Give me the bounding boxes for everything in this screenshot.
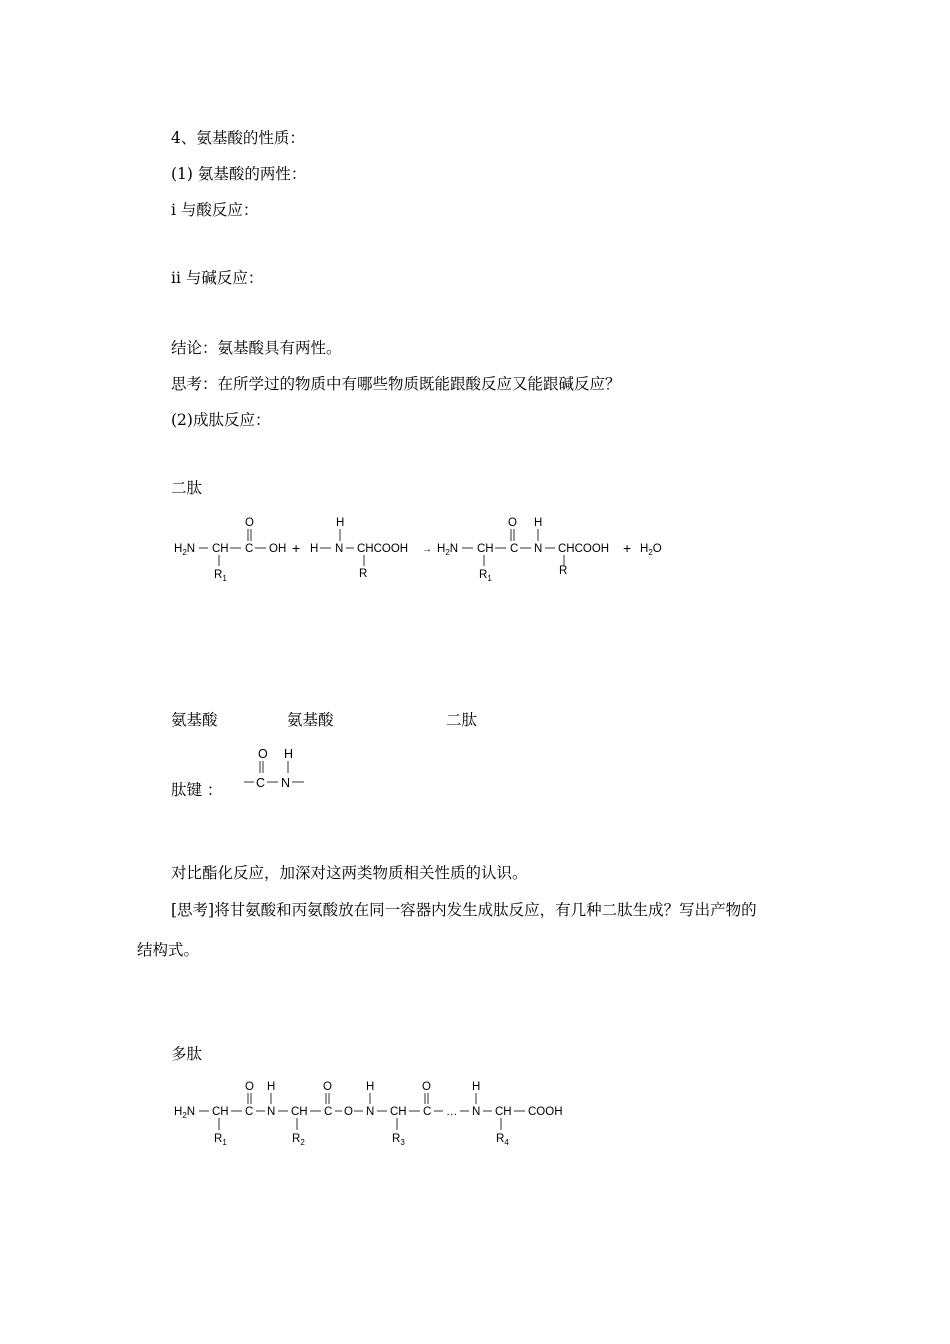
eq-h2n-p: $H_2N$ — [437, 543, 459, 557]
eq-chcooh-p: CHCOOH — [558, 543, 610, 555]
svg-text:H: H — [366, 1081, 375, 1093]
svg-text:R2: $R_2$ — [292, 1133, 305, 1147]
svg-text:C: C — [423, 1106, 432, 1118]
think-question-2-line-2: 结构式。 — [137, 941, 200, 959]
svg-text:CH: CH — [390, 1106, 407, 1118]
polypeptide-label: 多肽 — [171, 1045, 203, 1063]
think-question-1: 思考：在所学过的物质中有哪些物质既能跟酸反应又能跟碱反应？ — [171, 375, 621, 393]
subsection-amphoteric: (1) 氨基酸的两性： — [171, 165, 307, 183]
svg-text:CH: CH — [291, 1106, 308, 1118]
eq-r-p: R — [559, 565, 568, 577]
caption-dipeptide: 二肽 — [446, 711, 478, 729]
svg-text:R1: $R_1$ — [214, 1133, 227, 1147]
svg-text:H: H — [472, 1081, 481, 1093]
eq-plus-1: + — [292, 540, 301, 556]
eq-r1-first: $R_1$ — [214, 569, 227, 583]
eq-h-top-2: H — [336, 517, 345, 529]
peptide-bond-structure — [240, 742, 320, 794]
caption-amino-acid-1: 氨基酸 — [171, 711, 218, 729]
peptide-bond-label: 肽键 ： — [171, 781, 223, 799]
dipeptide-label: 二肽 — [171, 479, 203, 497]
eq-plus-2: + — [623, 540, 632, 556]
svg-text:…: … — [446, 1106, 458, 1118]
svg-text:N: N — [281, 776, 291, 790]
eq-arrow: → — [422, 544, 432, 555]
eq-n-2: N — [335, 543, 344, 555]
svg-text:N: N — [366, 1106, 375, 1118]
eq-h2n: $H_2N$ — [174, 543, 196, 557]
svg-text:O: O — [344, 1106, 353, 1118]
svg-text:O: O — [422, 1081, 431, 1093]
svg-text:CH: CH — [212, 1106, 229, 1118]
eq-o-1: O — [245, 517, 254, 529]
svg-text:H: H — [284, 747, 294, 761]
eq-c-1: C — [245, 543, 254, 555]
eq-ch-p: CH — [477, 543, 494, 555]
eq-r-2: R — [359, 568, 368, 580]
svg-text:O: O — [323, 1081, 332, 1093]
eq-n-p: N — [534, 543, 543, 555]
eq-oh: OH — [269, 543, 287, 555]
svg-text:O: O — [258, 747, 268, 761]
item-react-base: ⅱ 与碱反应： — [171, 269, 264, 287]
eq-h-2: H — [310, 543, 319, 555]
svg-text:CH: CH — [495, 1106, 512, 1118]
svg-text:H2N: $H_2N$ — [174, 1106, 196, 1120]
eq-c-p: C — [510, 543, 519, 555]
svg-text:N: N — [267, 1106, 276, 1118]
svg-text:H: H — [267, 1081, 276, 1093]
subsection-peptide-formation: (2)成肽反应： — [171, 411, 271, 429]
eq-r1-p: $R_1$ — [479, 569, 492, 583]
polypeptide-structure — [170, 1074, 590, 1154]
svg-text:R3: $R_3$ — [392, 1133, 405, 1147]
svg-text:C: C — [256, 776, 266, 790]
caption-amino-acid-2: 氨基酸 — [287, 711, 334, 729]
svg-text:C: C — [245, 1106, 254, 1118]
svg-text:R4: $R_4$ — [496, 1133, 509, 1147]
item-react-acid: ⅰ 与酸反应： — [171, 201, 259, 219]
eq-chcooh-2: CHCOOH — [357, 543, 409, 555]
section-heading: 4、氨基酸的性质： — [171, 129, 305, 147]
svg-text:N: N — [472, 1106, 481, 1118]
dipeptide-equation — [170, 508, 710, 588]
svg-text:C: C — [324, 1106, 333, 1118]
eq-ch-1: CH — [212, 543, 229, 555]
compare-esterification: 对比酯化反应，加深对这两类物质相关性质的认识。 — [171, 864, 528, 882]
think-question-2-line-1: [思考]将甘氨酸和丙氨酸放在同一容器内发生成肽反应，有几种二肽生成？写出产物的 — [171, 901, 757, 919]
eq-o-p: O — [508, 517, 517, 529]
eq-h-top-p: H — [534, 517, 543, 529]
svg-text:COOH: COOH — [528, 1106, 563, 1118]
eq-water: $H_2O$ — [640, 543, 662, 557]
conclusion: 结论：氨基酸具有两性。 — [171, 339, 342, 357]
svg-text:O: O — [245, 1081, 254, 1093]
